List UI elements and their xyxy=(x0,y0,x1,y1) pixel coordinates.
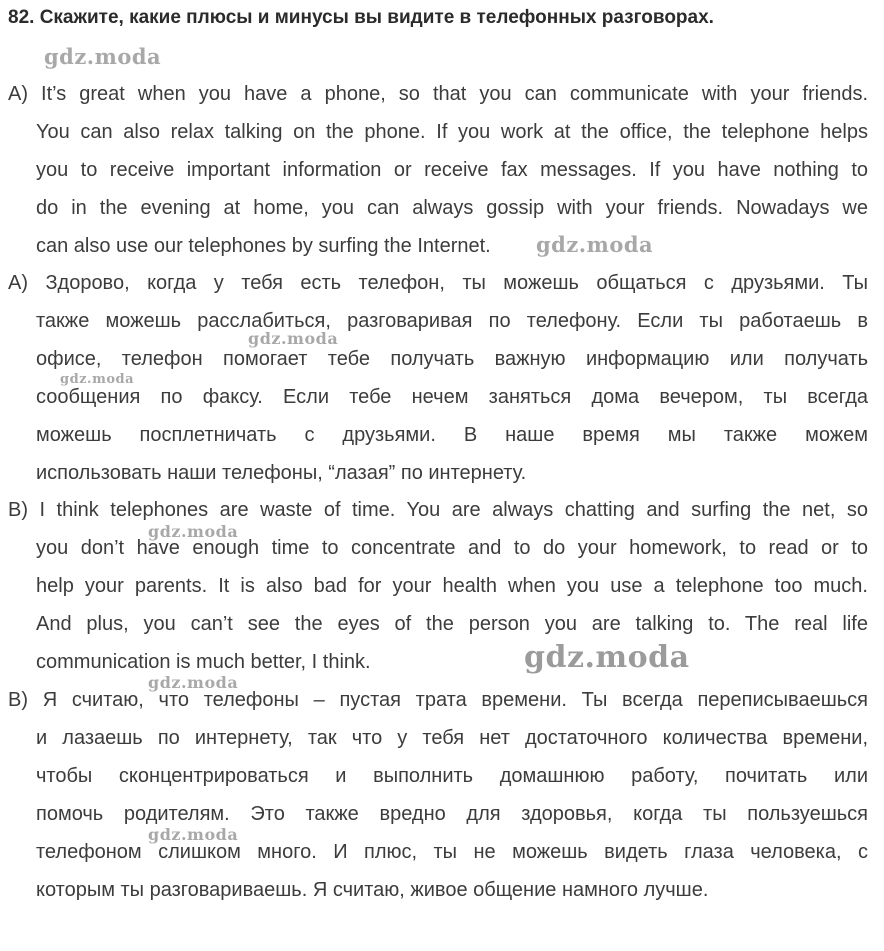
text-line: you to receive important information or receive fax messages. If you have nothing to xyxy=(36,158,868,181)
watermark: gdz.moda xyxy=(148,825,239,844)
text-line: A) Здорово, когда у тебя есть телефон, ты можешь общаться с друзьями. Ты xyxy=(8,272,868,294)
text-line: You can also relax talking on the phone. If you work at the office, the telephone helps xyxy=(36,120,868,143)
watermark: gdz.moda xyxy=(536,232,654,257)
paragraph-b-russian xyxy=(8,682,868,909)
exercise-heading: 82. Скажите, какие плюсы и минусы вы видите в телефонных разговорах. xyxy=(8,7,714,28)
text-line: помочь родителям. Это также вредно для здоровья, когда ты пользуешься xyxy=(36,802,868,825)
paragraph-b-english xyxy=(8,492,868,682)
text-line: help your parents. It is also bad for your health when you use a telephone too much. xyxy=(36,574,868,597)
paragraph-a-english xyxy=(8,76,868,266)
text-line: сообщения по факсу. Если тебе нечем заняться дома вечером, ты всегда xyxy=(36,385,868,408)
text-line: которым ты разговариваешь. Я считаю, живое общение намного лучше. xyxy=(36,878,709,901)
watermark: gdz.moda xyxy=(148,522,239,541)
text-line: you don’t have enough time to concentrate and to do your homework, to read or to xyxy=(36,536,868,559)
text-line: чтобы сконцентрироваться и выполнить домашнюю работу, почитать или xyxy=(36,764,868,787)
text-line: также можешь расслабиться, разговаривая по телефону. Если ты работаешь в xyxy=(36,309,868,332)
text-line: B) I think telephones are waste of time. You are always chatting and surfing the net, so xyxy=(8,499,868,521)
watermark: gdz.moda xyxy=(60,372,135,387)
paragraph-a-russian xyxy=(8,265,868,492)
text-line: использовать наши телефоны, “лазая” по интернету. xyxy=(36,461,527,484)
text-line: A) It’s great when you have a phone, so that you can communicate with your friends. xyxy=(8,83,868,105)
text-line: can also use our telephones by surfing the Internet. xyxy=(36,234,491,257)
text-line: В) Я считаю, что телефоны – пустая трата времени. Ты всегда переписываешься xyxy=(8,689,868,711)
text-line: офисе, телефон помогает тебе получать важную информацию или получать xyxy=(36,347,868,370)
watermark: gdz.moda xyxy=(44,44,162,69)
text-line: do in the evening at home, you can always gossip with your friends. Nowadays we xyxy=(36,196,868,219)
text-line: можешь посплетничать с друзьями. В наше время мы также можем xyxy=(36,423,868,446)
text-line: телефоном слишком много. И плюс, ты не можешь видеть глаза человека, с xyxy=(36,840,868,863)
watermark: gdz.moda xyxy=(148,673,239,692)
text-line: и лазаешь по интернету, так что у тебя нет достаточного количества времени, xyxy=(36,726,868,749)
text-line: communication is much better, I think. xyxy=(36,650,371,673)
text-line: And plus, you can’t see the eyes of the person you are talking to. The real life xyxy=(36,612,868,635)
watermark: gdz.moda xyxy=(524,640,690,675)
watermark: gdz.moda xyxy=(248,329,339,348)
